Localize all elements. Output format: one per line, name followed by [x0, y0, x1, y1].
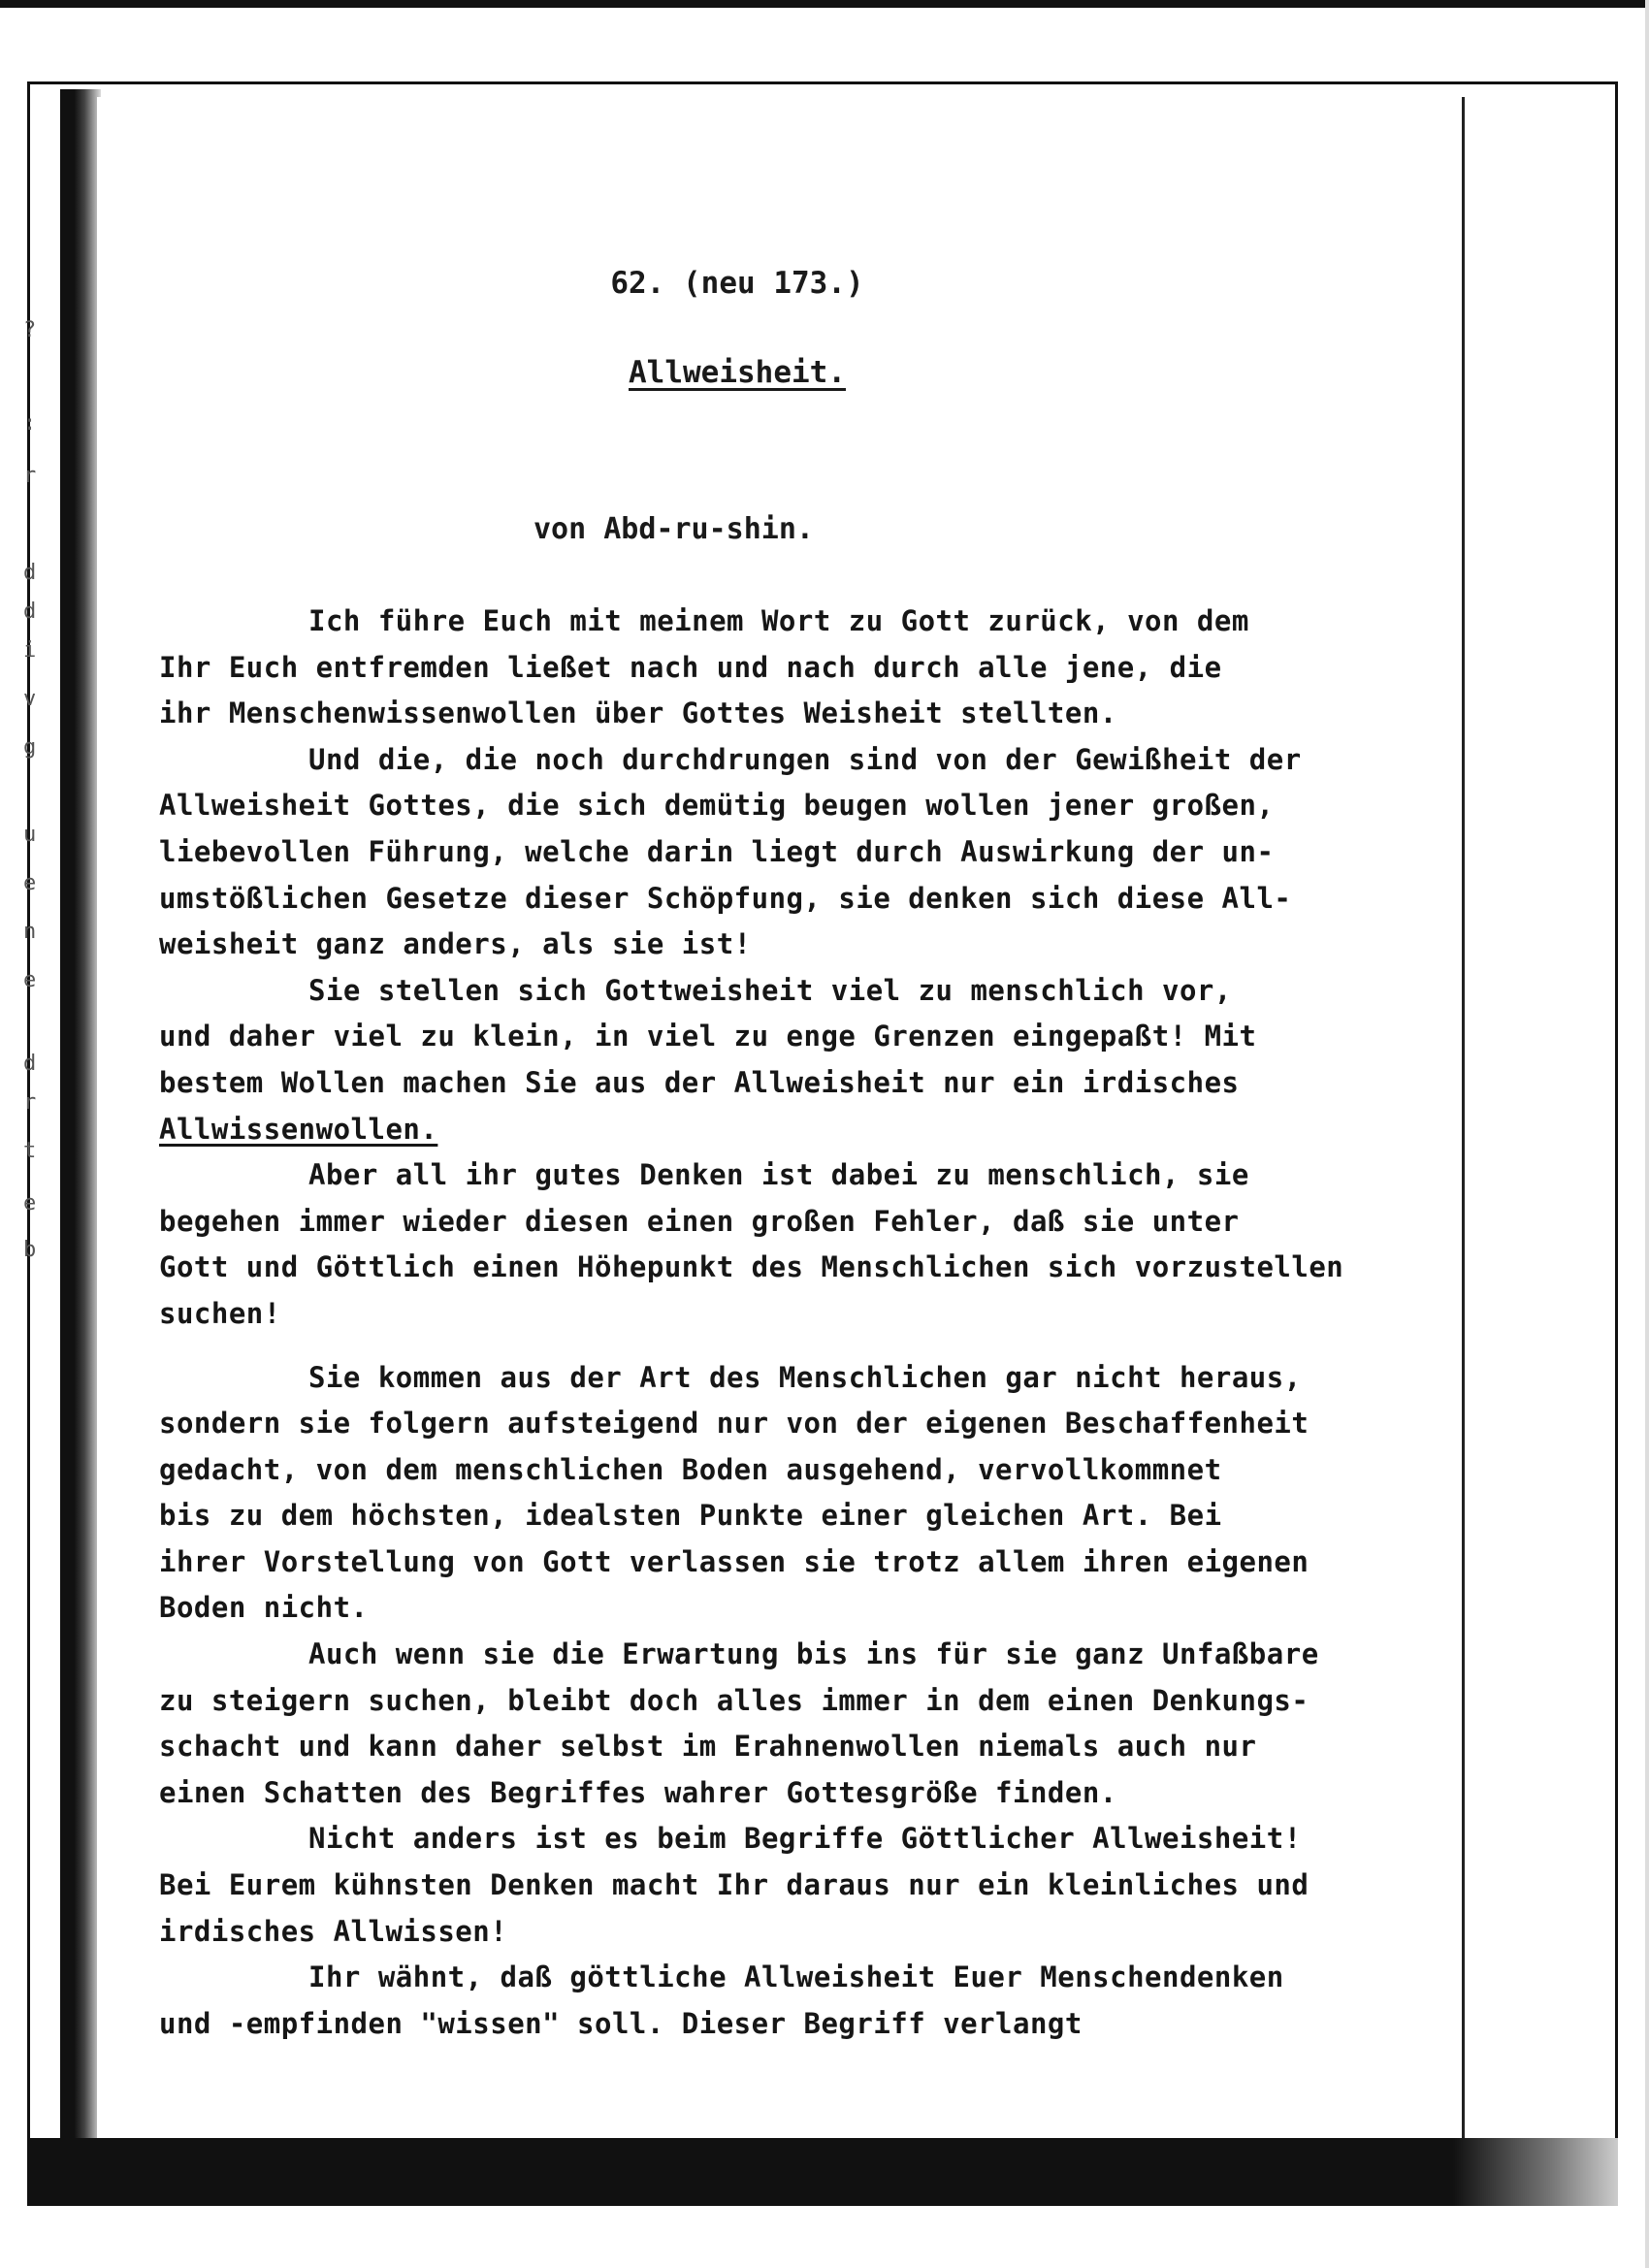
- binding-shadow: [60, 89, 101, 2138]
- margin-mark: n: [23, 920, 37, 944]
- bottom-scan-band: [27, 2138, 1618, 2206]
- text-line: einen Schatten des Begriffes wahrer Gottesgröße finden.: [159, 1775, 1117, 1809]
- text-line: suchen!: [159, 1296, 281, 1330]
- text-line: Sie kommen aus der Art des Menschlichen gar nicht heraus,: [308, 1360, 1302, 1394]
- margin-mark: u: [23, 823, 37, 847]
- chapter-number: 62. (neu 173.): [610, 266, 864, 301]
- text-line: Und die, die noch durchdrungen sind von der Gewißheit der: [308, 742, 1302, 776]
- text-line: zu steigern suchen, bleibt doch alles immer in dem einen Denkungs-: [159, 1683, 1310, 1717]
- margin-mark: :: [23, 411, 37, 436]
- text-line: Allwissenwollen.: [159, 1112, 438, 1146]
- text-line: Ihr Euch entfremden ließet nach und nach durch alle jene, die: [159, 650, 1222, 684]
- text-line: Gott und Göttlich einen Höhepunkt des Menschlichen sich vorzustellen: [159, 1250, 1344, 1284]
- text-line: ihrer Vorstellung von Gott verlassen sie trotz allem ihren eigenen: [159, 1544, 1310, 1578]
- margin-mark: ?: [23, 318, 37, 342]
- margin-mark: d: [23, 599, 37, 624]
- text-line: bestem Wollen machen Sie aus der Allweisheit nur ein irdisches: [159, 1065, 1240, 1099]
- text-line: begehen immer wieder diesen einen großen Fehler, daß sie unter: [159, 1204, 1240, 1238]
- text-line: Boden nicht.: [159, 1591, 369, 1625]
- document-body: [159, 599, 1469, 2047]
- margin-mark: b: [23, 1238, 37, 1262]
- text-line: weisheit ganz anders, als sie ist!: [159, 927, 752, 961]
- right-scan-edge: [1645, 0, 1649, 2268]
- text-line: schacht und kann daher selbst im Erahnenwollen niemals auch nur: [159, 1730, 1257, 1764]
- text-line: Sie stellen sich Gottweisheit viel zu menschlich vor,: [308, 973, 1232, 1007]
- author-line: von Abd-ru-shin.: [534, 512, 814, 546]
- text-line: ihr Menschenwissenwollen über Gottes Weisheit stellten.: [159, 697, 1117, 730]
- margin-mark: e: [23, 871, 37, 895]
- margin-mark: t: [23, 1139, 37, 1163]
- text-line: und -empfinden "wissen" soll. Dieser Begriff verlangt: [159, 2006, 1083, 2040]
- text-line: Ihr wähnt, daß göttliche Allweisheit Euer Menschendenken: [308, 1960, 1284, 1994]
- margin-mark: e: [23, 968, 37, 992]
- text-line: bis zu dem höchsten, idealsten Punkte einer gleichen Art. Bei: [159, 1499, 1222, 1533]
- chapter-title: Allweisheit.: [629, 355, 846, 390]
- margin-mark: r: [23, 464, 37, 488]
- text-line: Aber all ihr gutes Denken ist dabei zu menschlich, sie: [308, 1158, 1249, 1192]
- margin-mark: v: [23, 687, 37, 711]
- margin-mark: e: [23, 1191, 37, 1215]
- margin-mark: g: [23, 735, 37, 760]
- text-line: Nicht anders ist es beim Begriffe Göttlicher Allweisheit!: [308, 1822, 1302, 1856]
- text-line: Ich führe Euch mit meinem Wort zu Gott zurück, von dem: [308, 604, 1249, 637]
- text-line: sondern sie folgern aufsteigend nur von der eigenen Beschaffenheit: [159, 1407, 1310, 1441]
- text-line: und daher viel zu klein, in viel zu enge Grenzen eingepaßt! Mit: [159, 1020, 1257, 1053]
- margin-mark: d: [23, 561, 37, 585]
- margin-mark: r: [23, 1090, 37, 1115]
- text-line: Bei Eurem kühnsten Denken macht Ihr daraus nur ein kleinliches und: [159, 1868, 1310, 1902]
- margin-mark: d: [23, 1052, 37, 1076]
- top-scan-edge: [0, 0, 1649, 8]
- text-line: gedacht, von dem menschlichen Boden ausgehend, vervollkommnet: [159, 1452, 1222, 1486]
- text-line: umstößlichen Gesetze dieser Schöpfung, sie denken sich diese All-: [159, 881, 1292, 915]
- text-line: Allweisheit Gottes, die sich demütig beugen wollen jener großen,: [159, 789, 1275, 823]
- text-line: irdisches Allwissen!: [159, 1914, 508, 1948]
- text-line: liebevollen Führung, welche darin liegt durch Auswirkung der un-: [159, 834, 1275, 868]
- margin-mark: i: [23, 638, 37, 663]
- text-line: Auch wenn sie die Erwartung bis ins für sie ganz Unfaßbare: [308, 1637, 1319, 1671]
